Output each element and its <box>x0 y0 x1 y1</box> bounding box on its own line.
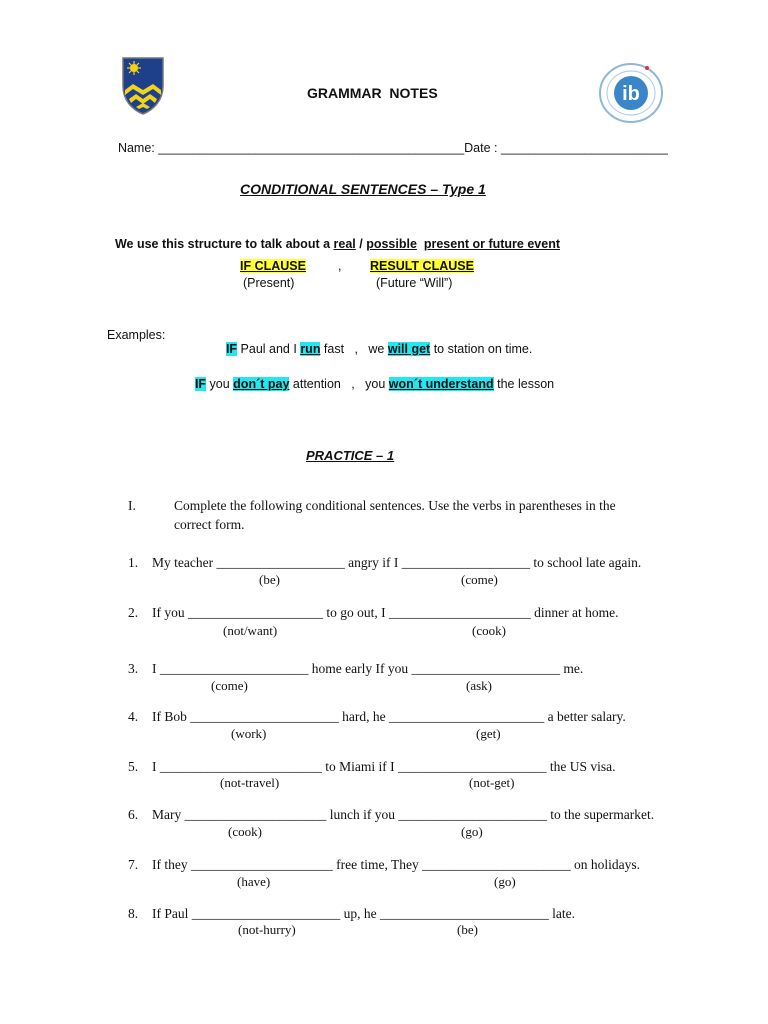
example-1-verb-future: will get <box>387 342 431 356</box>
exercise-number: 6. <box>128 807 139 822</box>
example-1-if: IF <box>225 342 238 356</box>
intro-real: real <box>333 237 356 251</box>
exercise-number: 7. <box>128 857 139 872</box>
practice-instruction-line-2: correct form. <box>174 517 245 532</box>
result-clause-label: RESULT CLAUSE <box>370 259 474 273</box>
exercise-sentence[interactable]: If they _____________________ free time, They ______________________ on holidays. <box>152 857 640 872</box>
verb-hint-2: (get) <box>476 726 501 741</box>
verb-hint-2: (ask) <box>466 678 492 693</box>
if-clause-label: IF CLAUSE <box>240 259 306 273</box>
practice-heading: PRACTICE – 1 <box>306 448 395 463</box>
verb-hint-1: (cook) <box>228 824 262 839</box>
example-2-verb-present: don´t pay <box>233 377 290 391</box>
intro-event: present or future event <box>423 237 560 251</box>
exercise-sentence[interactable]: I ______________________ home early If you ______________________ me. <box>152 661 584 676</box>
example-1-verb-present: run <box>300 342 321 356</box>
verb-hint-2: (come) <box>461 572 498 587</box>
exercise-sentence[interactable]: My teacher ___________________ angry if I ___________________ to school late again. <box>152 555 642 570</box>
verb-hint-1: (work) <box>231 726 267 741</box>
structure-comma: , <box>338 259 342 273</box>
verb-hint-2: (go) <box>494 874 516 889</box>
example-2-verb-future: won´t understand <box>388 377 494 391</box>
svg-text:ib: ib <box>622 83 640 105</box>
exercise-sentence[interactable]: I ________________________ to Miami if I ______________________ the US visa. <box>152 759 616 774</box>
if-tense: (Present) <box>243 276 295 290</box>
example-2: IF you don´t pay attention , you won´t understand the lesson <box>194 377 555 391</box>
date-blank[interactable]: ________________________ <box>501 141 668 155</box>
verb-hint-1: (be) <box>259 572 280 587</box>
verb-hint-1: (not/want) <box>223 623 278 638</box>
result-tense: (Future “Will”) <box>376 276 453 290</box>
name-blank[interactable]: ____________________________________________ <box>158 141 465 155</box>
date-label: Date : <box>464 141 498 155</box>
exercise-number: 1. <box>128 555 139 570</box>
exercise-number: 8. <box>128 906 139 921</box>
verb-hint-1: (not-travel) <box>220 775 280 790</box>
exercise-sentence[interactable]: If Bob ______________________ hard, he _______________________ a better salary. <box>152 709 626 724</box>
verb-hint-2: (be) <box>457 922 478 937</box>
ib-logo <box>588 44 656 106</box>
name-field[interactable] <box>111 127 668 155</box>
intro-possible: possible <box>366 237 417 251</box>
exercise-number: 2. <box>128 605 139 620</box>
practice-roman: I. <box>128 498 136 513</box>
intro-sentence: We use this structure to talk about a real / possible present or future event <box>114 237 560 251</box>
page-title: GRAMMAR NOTES <box>307 85 438 101</box>
examples-label: Examples: <box>107 328 166 342</box>
verb-hint-2: (go) <box>461 824 483 839</box>
school-crest-logo <box>112 38 156 98</box>
verb-hint-1: (not-hurry) <box>238 922 296 937</box>
example-1: IF Paul and I run fast , we will get to station on time. <box>225 342 533 356</box>
exercise-sentence[interactable]: Mary _____________________ lunch if you ______________________ to the supermarket. <box>152 807 655 822</box>
practice-instruction-line-1: Complete the following conditional sentences. Use the verbs in parentheses in the <box>174 498 616 513</box>
exercise-number: 3. <box>128 661 139 676</box>
verb-hint-1: (have) <box>237 874 271 889</box>
exercise-number: 4. <box>128 709 139 724</box>
verb-hint-2: (cook) <box>472 623 506 638</box>
section-heading: CONDITIONAL SENTENCES – Type 1 <box>240 181 486 197</box>
example-2-if: IF <box>194 377 207 391</box>
verb-hint-1: (come) <box>211 678 248 693</box>
exercise-sentence[interactable]: If Paul ______________________ up, he _________________________ late. <box>152 906 575 921</box>
name-label: Name: <box>117 141 155 155</box>
verb-hint-2: (not-get) <box>469 775 515 790</box>
exercise-number: 5. <box>128 759 139 774</box>
exercise-sentence[interactable]: If you ____________________ to go out, I _____________________ dinner at home. <box>152 605 619 620</box>
